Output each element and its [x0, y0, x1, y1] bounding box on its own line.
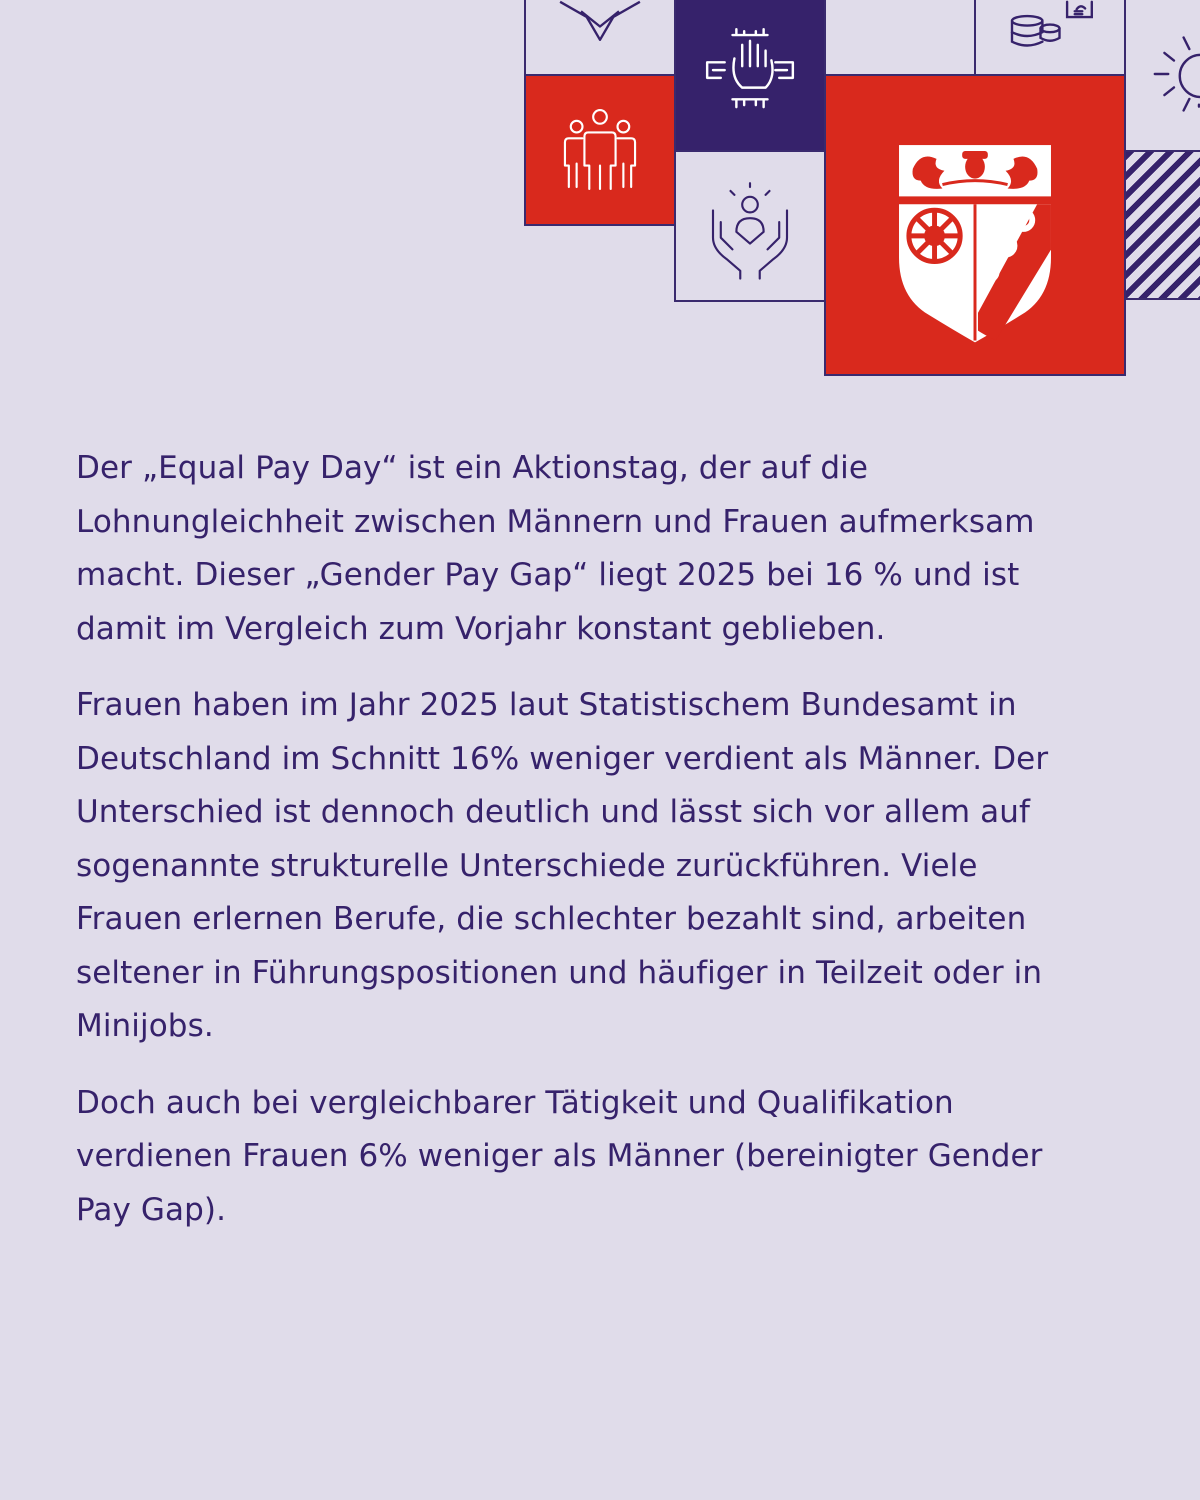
tile-sun — [1124, 0, 1200, 152]
sun-icon — [1126, 0, 1200, 150]
people-group-icon — [526, 76, 674, 224]
paragraph-intro: Der „Equal Pay Day“ ist ein Aktionstag, der auf die Lohnungleichheit zwischen Männern und Frauen aufmerksam macht. Dieser „Gender Pay Gap“ liegt 2025 bei 16 % und ist damit im Vergleich zum Vorjahr konstant geblieben. — [76, 450, 1035, 647]
tile-coins — [974, 0, 1126, 76]
tile-care — [674, 150, 826, 302]
care-hands-icon — [676, 152, 824, 300]
teamwork-hands-icon — [676, 0, 824, 150]
tile-people — [524, 74, 676, 226]
tile-teamwork — [674, 0, 826, 152]
tile-coat-of-arms — [824, 74, 1126, 376]
coins-euro-icon — [976, 0, 1124, 74]
paragraph-statistics: Frauen haben im Jahr 2025 laut Statistischem Bundesamt in Deutschland im Schnitt 16% weniger verdient als Männer. Der Unterschied ist dennoch deutlich und lässt sich vor allem auf sogenannte strukturelle Unterschiede zurückführen. Viele Frauen erlernen Berufe, die schlechter bezahlt sind, arbeiten seltener in Führungspositionen und häufiger in Teilzeit oder in Minijobs. — [76, 687, 1049, 1044]
coat-of-arms-icon — [826, 76, 1124, 374]
paragraph-adjusted-gap: Doch auch bei vergleichbarer Tätigkeit und Qualifikation verdienen Frauen 6% weniger als Männer (bereinigter Gender Pay Gap). — [76, 1084, 1043, 1228]
star-icon — [526, 0, 674, 74]
article-body — [76, 442, 1056, 1260]
tile-hatch — [1124, 150, 1200, 300]
tile-star — [524, 0, 676, 76]
